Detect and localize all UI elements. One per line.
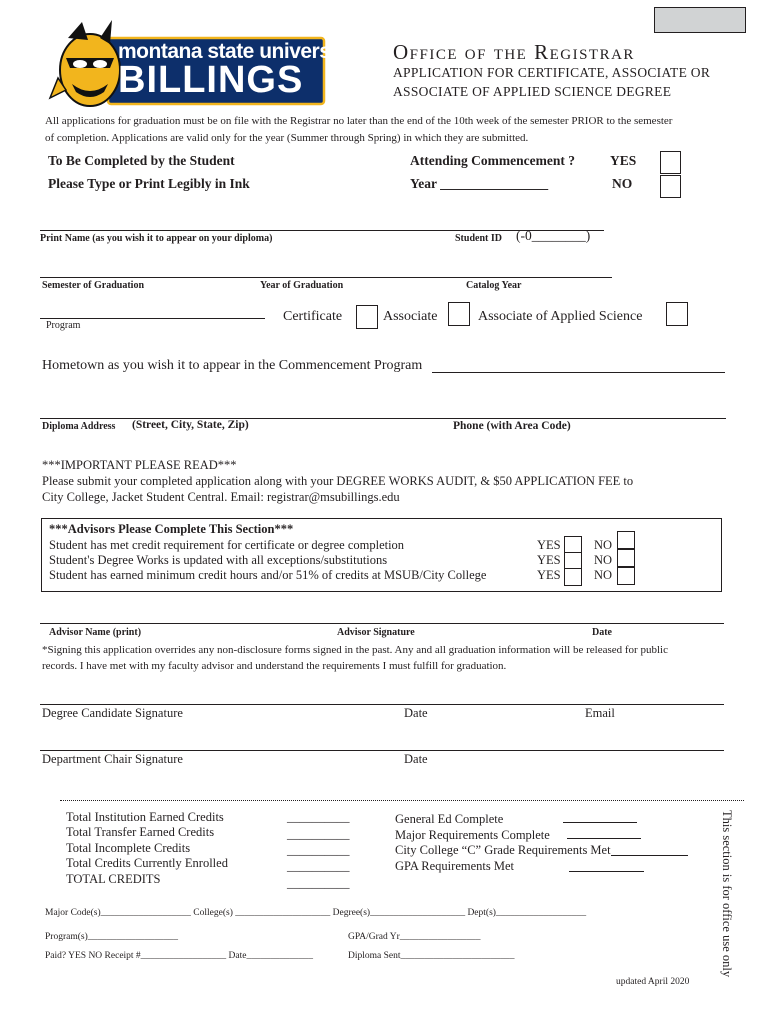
commencement-no-checkbox[interactable]: [660, 175, 681, 198]
aas-label: Associate of Applied Science: [478, 309, 643, 324]
advisor-signature-label: Advisor Signature: [337, 627, 415, 638]
office-row-diploma-sent[interactable]: Diploma Sent________________________: [348, 951, 515, 961]
intro-line-2: of completion. Applications are valid only for the year (Summer through Spring) in which they are submitted.: [45, 132, 529, 144]
advisors-heading: ***Advisors Please Complete This Section***: [49, 522, 294, 536]
requirement-label-3: City College “C” Grade Requirements Met: [395, 843, 611, 857]
associate-checkbox[interactable]: [448, 302, 470, 326]
logo-text-top: montana state university: [118, 40, 354, 63]
to-be-completed-label: To Be Completed by the Student: [48, 153, 235, 168]
commencement-no-label: NO: [612, 176, 633, 191]
requirement-line-4[interactable]: [569, 871, 644, 872]
advisor-yes-label-1: YES: [537, 538, 561, 552]
credit-blank-5[interactable]: __________: [287, 876, 350, 890]
advisor-no-checkbox-1[interactable]: [617, 531, 635, 549]
catalog-year-label: Catalog Year: [466, 280, 522, 291]
office-row-paid[interactable]: Paid? YES NO Receipt #__________________ Date______________: [45, 951, 313, 961]
credit-blank-1[interactable]: __________: [287, 810, 350, 824]
msu-billings-logo: [48, 18, 354, 112]
credit-blank-4[interactable]: __________: [287, 859, 350, 873]
diploma-address-detail: (Street, City, State, Zip): [132, 419, 249, 431]
advisor-name-label: Advisor Name (print): [49, 627, 142, 638]
requirement-label-2: Major Requirements Complete: [395, 828, 550, 842]
student-id-field[interactable]: (-0________): [516, 228, 591, 243]
form-subtitle-1: APPLICATION FOR CERTIFICATE, ASSOCIATE OR: [393, 65, 711, 80]
commencement-year-field[interactable]: Year ________________: [410, 176, 549, 191]
important-line-1: Please submit your completed application along with your DEGREE WORKS AUDIT, & $50 APPLICATION FEE to: [42, 474, 634, 488]
degree-candidate-label: Degree Candidate Signature: [42, 706, 183, 720]
logo-text-bottom: BILLINGS: [118, 59, 304, 101]
year-of-graduation-label: Year of Graduation: [260, 280, 344, 291]
important-line-2: City College, Jacket Student Central. Email: registrar@msubillings.edu: [42, 490, 400, 504]
requirement-line-3[interactable]: [611, 855, 688, 856]
requirement-label-4: GPA Requirements Met: [395, 859, 514, 873]
office-use-separator: [60, 800, 744, 801]
advisor-yes-checkbox-3[interactable]: [564, 568, 582, 586]
certificate-checkbox[interactable]: [356, 305, 378, 329]
department-chair-line[interactable]: [40, 750, 724, 751]
advisor-no-checkbox-3[interactable]: [617, 567, 635, 585]
student-id-label: Student ID: [455, 233, 502, 244]
credit-label-1: Total Institution Earned Credits: [66, 810, 224, 824]
program-label: Program: [46, 320, 81, 331]
associate-label: Associate: [383, 309, 438, 324]
degree-candidate-date-label: Date: [404, 706, 428, 720]
program-line[interactable]: [40, 318, 265, 319]
advisor-item-2: Student's Degree Works is updated with all exceptions/substitutions: [49, 553, 388, 567]
advisor-item-1: Student has met credit requirement for certificate or degree completion: [49, 538, 405, 552]
hometown-line[interactable]: [432, 372, 725, 373]
semester-label: Semester of Graduation: [42, 280, 145, 291]
hometown-label: Hometown as you wish it to appear in the Commencement Program: [42, 358, 423, 373]
advisor-no-label-3: NO: [594, 568, 613, 582]
advisor-no-label-1: NO: [594, 538, 613, 552]
advisor-signature-line[interactable]: [40, 623, 724, 624]
requirement-line-1[interactable]: [563, 822, 637, 823]
office-row-gpa[interactable]: GPA/Grad Yr_________________: [348, 932, 481, 942]
office-box: [654, 7, 746, 33]
email-label: Email: [585, 706, 615, 720]
office-title: Office of the Registrar: [393, 40, 635, 64]
intro-line-1: All applications for graduation must be on file with the Registrar no later than the end of the 10th week of the semester PRIOR to the semester: [45, 115, 673, 127]
department-chair-date-label: Date: [404, 752, 428, 766]
credit-blank-2[interactable]: __________: [287, 827, 350, 841]
requirement-line-2[interactable]: [567, 838, 641, 839]
credit-label-4: Total Credits Currently Enrolled: [66, 856, 228, 870]
office-row-program[interactable]: Program(s)___________________: [45, 932, 178, 942]
important-heading: ***IMPORTANT PLEASE READ***: [42, 458, 237, 472]
aas-checkbox[interactable]: [666, 302, 688, 326]
credit-label-2: Total Transfer Earned Credits: [66, 825, 215, 839]
advisor-yes-label-3: YES: [537, 568, 561, 582]
attending-commencement-label: Attending Commencement ?: [410, 153, 575, 168]
advisor-yes-label-2: YES: [537, 553, 561, 567]
commencement-yes-checkbox[interactable]: [660, 151, 681, 174]
degree-candidate-line[interactable]: [40, 704, 724, 705]
office-use-side-label: This section is for office use only: [720, 810, 734, 978]
office-row-codes[interactable]: Major Code(s)___________________ College(s) ____________________ Degree(s)____________________ Dept(s)___________________: [45, 908, 587, 918]
credit-blank-3[interactable]: __________: [287, 843, 350, 857]
please-type-label: Please Type or Print Legibly in Ink: [48, 176, 250, 191]
disclosure-line-2: records. I have met with my faculty advisor and understand the requirements I must fulfill for graduation.: [42, 660, 507, 672]
disclosure-line-1: *Signing this application overrides any non-disclosure forms signed in the past. Any and all graduation information will be released for public: [42, 644, 668, 656]
advisor-item-3: Student has earned minimum credit hours and/or 51% of credits at MSUB/City College: [49, 568, 487, 582]
advisor-no-label-2: NO: [594, 553, 613, 567]
updated-note: updated April 2020: [616, 977, 690, 987]
print-name-label: Print Name (as you wish it to appear on your diploma): [40, 233, 273, 244]
credit-label-3: Total Incomplete Credits: [66, 841, 191, 855]
requirement-label-1: General Ed Complete: [395, 812, 504, 826]
credit-label-5: TOTAL CREDITS: [66, 872, 161, 886]
phone-label: Phone (with Area Code): [453, 420, 571, 432]
department-chair-label: Department Chair Signature: [42, 752, 183, 766]
form-subtitle-2: ASSOCIATE OF APPLIED SCIENCE DEGREE: [393, 84, 672, 99]
diploma-address-label: Diploma Address: [42, 421, 116, 432]
advisor-no-checkbox-2[interactable]: [617, 549, 635, 567]
semester-line[interactable]: [40, 277, 612, 278]
advisor-date-label: Date: [592, 627, 612, 638]
certificate-label: Certificate: [283, 309, 343, 324]
commencement-yes-label: YES: [610, 153, 637, 168]
